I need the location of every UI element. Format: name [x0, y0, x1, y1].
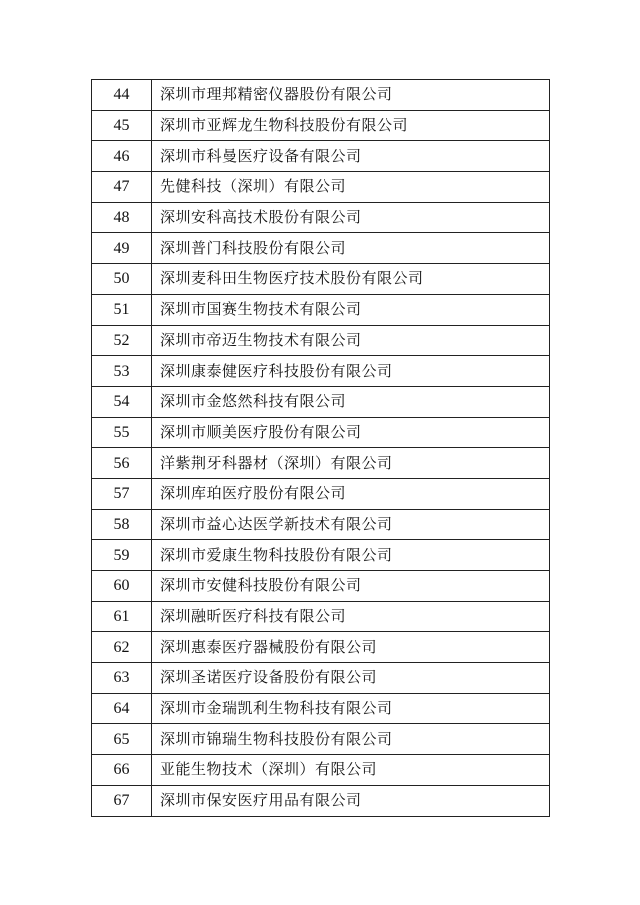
company-name-cell: 深圳市爱康生物科技股份有限公司 — [152, 540, 550, 571]
company-name-cell: 深圳库珀医疗股份有限公司 — [152, 478, 550, 509]
row-number-cell: 50 — [92, 264, 152, 295]
table-row — [92, 509, 550, 540]
company-name-cell: 深圳市金瑞凯利生物科技有限公司 — [152, 693, 550, 724]
company-name-cell: 深圳圣诺医疗设备股份有限公司 — [152, 663, 550, 694]
row-number-cell: 61 — [92, 601, 152, 632]
table-row — [92, 478, 550, 509]
company-name-cell: 深圳市益心达医学新技术有限公司 — [152, 509, 550, 540]
company-name-cell: 深圳市理邦精密仪器股份有限公司 — [152, 80, 550, 111]
row-number-cell: 49 — [92, 233, 152, 264]
company-name-cell: 深圳市国赛生物技术有限公司 — [152, 294, 550, 325]
company-name-cell: 深圳麦科田生物医疗技术股份有限公司 — [152, 264, 550, 295]
table-row — [92, 80, 550, 111]
company-name-cell: 深圳市锦瑞生物科技股份有限公司 — [152, 724, 550, 755]
table-row — [92, 110, 550, 141]
table-row — [92, 755, 550, 786]
table-row — [92, 294, 550, 325]
table-row — [92, 202, 550, 233]
row-number-cell: 47 — [92, 172, 152, 203]
row-number-cell: 59 — [92, 540, 152, 571]
row-number-cell: 63 — [92, 663, 152, 694]
table-row — [92, 448, 550, 479]
row-number-cell: 51 — [92, 294, 152, 325]
row-number-cell: 62 — [92, 632, 152, 663]
company-name-cell: 深圳市亚辉龙生物科技股份有限公司 — [152, 110, 550, 141]
company-name-cell: 深圳市金悠然科技有限公司 — [152, 386, 550, 417]
row-number-cell: 57 — [92, 478, 152, 509]
row-number-cell: 52 — [92, 325, 152, 356]
company-name-cell: 深圳市保安医疗用品有限公司 — [152, 785, 550, 816]
company-name-cell: 深圳康泰健医疗科技股份有限公司 — [152, 356, 550, 387]
table-row — [92, 785, 550, 816]
row-number-cell: 66 — [92, 755, 152, 786]
company-name-cell: 深圳普门科技股份有限公司 — [152, 233, 550, 264]
row-number-cell: 64 — [92, 693, 152, 724]
row-number-cell: 67 — [92, 785, 152, 816]
table-row — [92, 571, 550, 602]
company-name-cell: 深圳融昕医疗科技有限公司 — [152, 601, 550, 632]
row-number-cell: 54 — [92, 386, 152, 417]
company-name-cell: 深圳安科高技术股份有限公司 — [152, 202, 550, 233]
table-row — [92, 172, 550, 203]
table-row — [92, 601, 550, 632]
company-name-cell: 亚能生物技术（深圳）有限公司 — [152, 755, 550, 786]
table-row — [92, 540, 550, 571]
table-row — [92, 356, 550, 387]
company-name-cell: 深圳市安健科技股份有限公司 — [152, 571, 550, 602]
row-number-cell: 56 — [92, 448, 152, 479]
table-row — [92, 264, 550, 295]
table-row — [92, 724, 550, 755]
table-row — [92, 632, 550, 663]
row-number-cell: 45 — [92, 110, 152, 141]
company-name-cell: 深圳市顺美医疗股份有限公司 — [152, 417, 550, 448]
row-number-cell: 44 — [92, 80, 152, 111]
company-name-cell: 深圳惠泰医疗器械股份有限公司 — [152, 632, 550, 663]
table-row — [92, 386, 550, 417]
table-row — [92, 141, 550, 172]
company-list-table — [91, 79, 550, 817]
table-row — [92, 663, 550, 694]
company-list-body — [92, 80, 550, 817]
row-number-cell: 58 — [92, 509, 152, 540]
row-number-cell: 48 — [92, 202, 152, 233]
row-number-cell: 53 — [92, 356, 152, 387]
row-number-cell: 46 — [92, 141, 152, 172]
company-name-cell: 先健科技（深圳）有限公司 — [152, 172, 550, 203]
row-number-cell: 55 — [92, 417, 152, 448]
company-name-cell: 深圳市帝迈生物技术有限公司 — [152, 325, 550, 356]
row-number-cell: 65 — [92, 724, 152, 755]
table-row — [92, 417, 550, 448]
table-row — [92, 233, 550, 264]
company-name-cell: 深圳市科曼医疗设备有限公司 — [152, 141, 550, 172]
table-row — [92, 693, 550, 724]
company-name-cell: 洋紫荆牙科器材（深圳）有限公司 — [152, 448, 550, 479]
row-number-cell: 60 — [92, 571, 152, 602]
table-row — [92, 325, 550, 356]
